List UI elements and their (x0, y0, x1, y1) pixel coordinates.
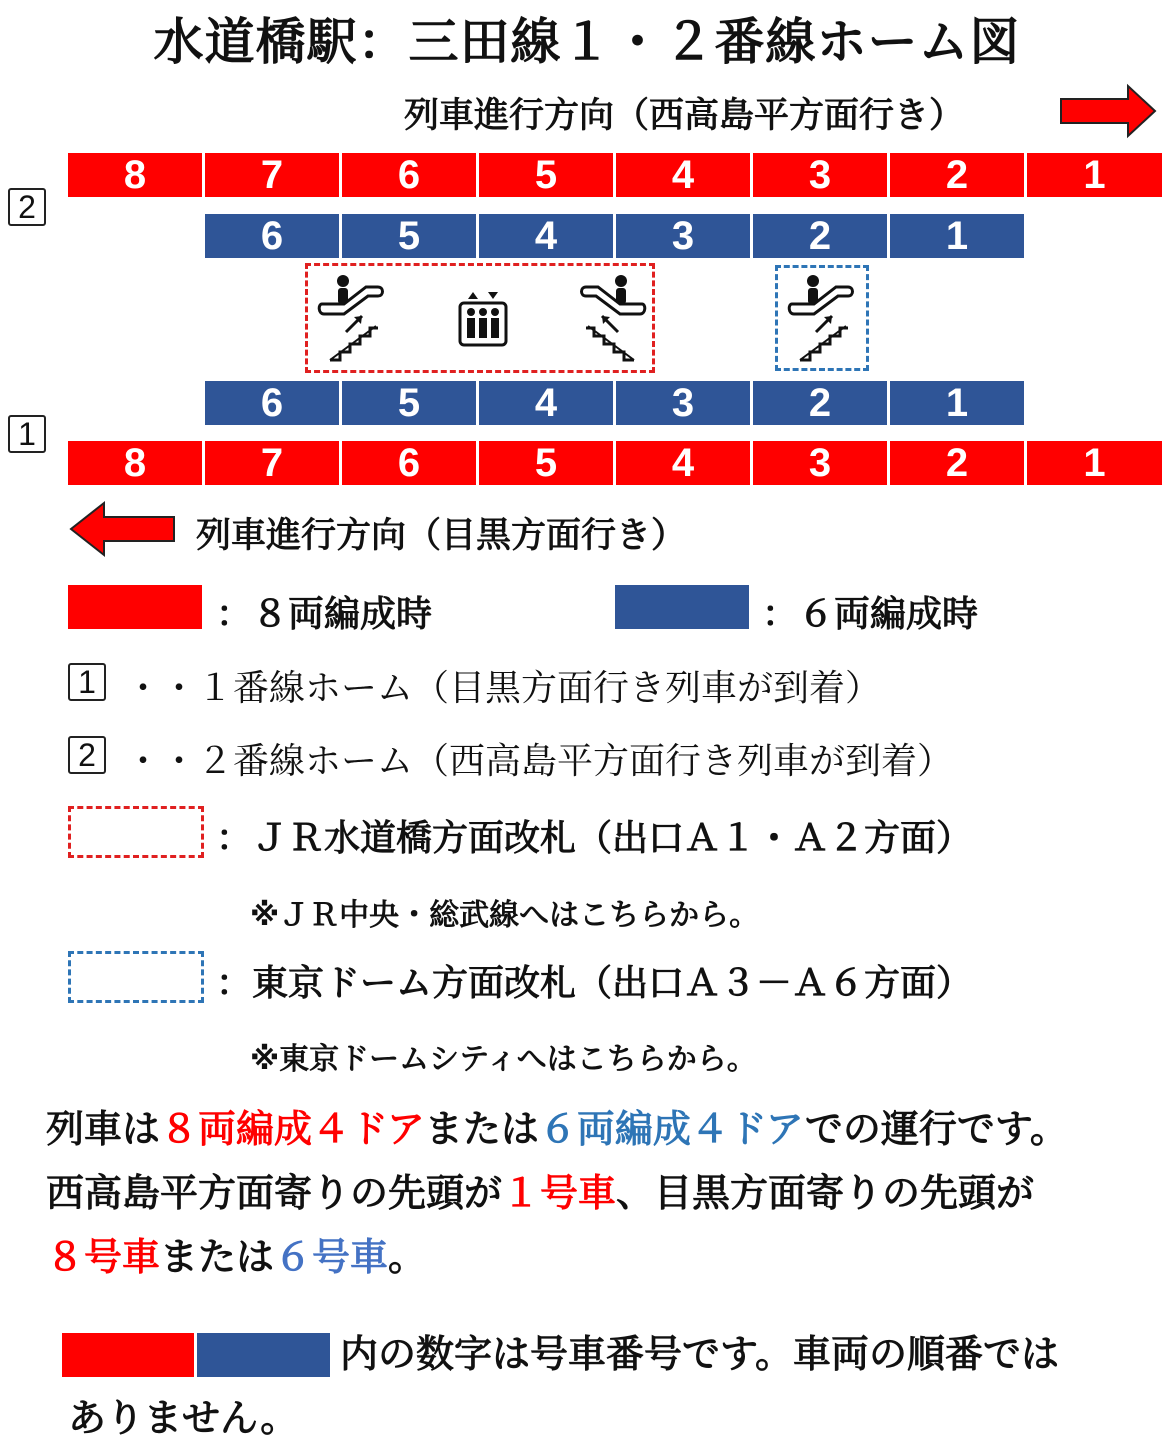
car-2: 2 (753, 381, 890, 425)
track1-6car-train (205, 381, 1024, 425)
car-6: 6 (342, 441, 479, 485)
legend-platform-1-text: ・・１番線ホーム（目黒方面行き列車が到着） (125, 668, 882, 709)
car-8: 8 (68, 153, 205, 197)
info-8car-highlight: ８両編成４ドア (160, 1107, 425, 1151)
escalator-stairs-icon (786, 272, 856, 364)
info-text: または (160, 1235, 275, 1279)
legend-red-gate-note: ※ＪＲ中央・総武線へはこちらから。 (250, 898, 760, 933)
info-text: 、目黒方面寄りの先頭が (616, 1171, 1035, 1215)
info-text: 西高島平方面寄りの先頭が (46, 1171, 503, 1215)
info-line-3 (46, 1226, 426, 1288)
page-title: 水道橋駅：三田線１・２番線ホーム図 (153, 13, 1021, 71)
legend-blue-gate-note: ※東京ドームシティへはこちらから。 (250, 1042, 757, 1077)
car-1: 1 (890, 214, 1024, 258)
platform-1-badge: 1 (8, 415, 46, 453)
legend-red-text: ：８両編成時 (216, 594, 433, 635)
platform-2-badge: 2 (8, 188, 46, 226)
info-car6-highlight: ６号車 (274, 1235, 389, 1279)
car-4: 4 (479, 214, 616, 258)
info-text: 。 (388, 1235, 427, 1279)
info-car1-highlight: １号車 (502, 1171, 617, 1215)
legend-red-gate-swatch (68, 806, 204, 858)
car-1: 1 (1027, 441, 1162, 485)
car-1: 1 (1027, 153, 1162, 197)
car-5: 5 (342, 214, 479, 258)
car-2: 2 (890, 441, 1027, 485)
car-5: 5 (342, 381, 479, 425)
direction-top-label: 列車進行方向（西高島平方面行き） (404, 96, 965, 136)
legend-blue-gate-swatch (68, 951, 204, 1003)
car-4: 4 (616, 153, 753, 197)
elevator-icon (457, 290, 509, 348)
info-6car-highlight: ６両編成４ドア (538, 1107, 805, 1151)
legend-red-gate-text: ：ＪＲ水道橋方面改札（出口Ａ１・Ａ２方面） (216, 818, 973, 859)
car-6: 6 (205, 214, 342, 258)
car-1: 1 (890, 381, 1024, 425)
info-text: での運行です。 (804, 1107, 1068, 1151)
legend-blue-swatch (615, 585, 749, 629)
car-8: 8 (68, 441, 205, 485)
car-2: 2 (890, 153, 1027, 197)
car-6: 6 (342, 153, 479, 197)
info-text: 列車は (46, 1107, 161, 1151)
car-6: 6 (205, 381, 342, 425)
car-3: 3 (616, 381, 753, 425)
car-5: 5 (479, 153, 616, 197)
legend-platform-1-badge: 1 (68, 663, 106, 701)
track1-8car-train (68, 441, 1162, 485)
legend-blue-gate-text: ：東京ドーム方面改札（出口Ａ３－Ａ６方面） (216, 963, 973, 1004)
footer-red-swatch (62, 1333, 194, 1377)
footer-blue-swatch (197, 1333, 330, 1377)
car-3: 3 (753, 153, 890, 197)
escalator-stairs-icon (316, 272, 386, 364)
car-3: 3 (753, 441, 890, 485)
legend-red-swatch (68, 585, 202, 629)
car-2: 2 (753, 214, 890, 258)
legend-platform-2-badge: 2 (68, 736, 106, 774)
escalator-stairs-icon (578, 272, 648, 364)
arrow-left-icon (68, 500, 178, 558)
direction-bottom-label: 列車進行方向（目黒方面行き） (196, 516, 687, 556)
footer-text-1: 内の数字は号車番号です。車両の順番では (340, 1332, 1059, 1376)
info-car8-highlight: ８号車 (46, 1235, 161, 1279)
car-5: 5 (479, 441, 616, 485)
info-line-1 (46, 1098, 1068, 1160)
legend-platform-2-text: ・・２番線ホーム（西高島平方面行き列車が到着） (125, 741, 954, 782)
track2-6car-train (205, 214, 1024, 258)
car-7: 7 (205, 441, 342, 485)
track2-8car-train (68, 153, 1162, 197)
car-7: 7 (205, 153, 342, 197)
arrow-right-icon (1058, 83, 1158, 139)
car-3: 3 (616, 214, 753, 258)
info-text: または (424, 1107, 539, 1151)
info-line-2 (46, 1162, 1034, 1224)
car-4: 4 (616, 441, 753, 485)
footer-text-2: ありません。 (68, 1396, 299, 1440)
legend-blue-text: ：６両編成時 (762, 594, 979, 635)
car-4: 4 (479, 381, 616, 425)
